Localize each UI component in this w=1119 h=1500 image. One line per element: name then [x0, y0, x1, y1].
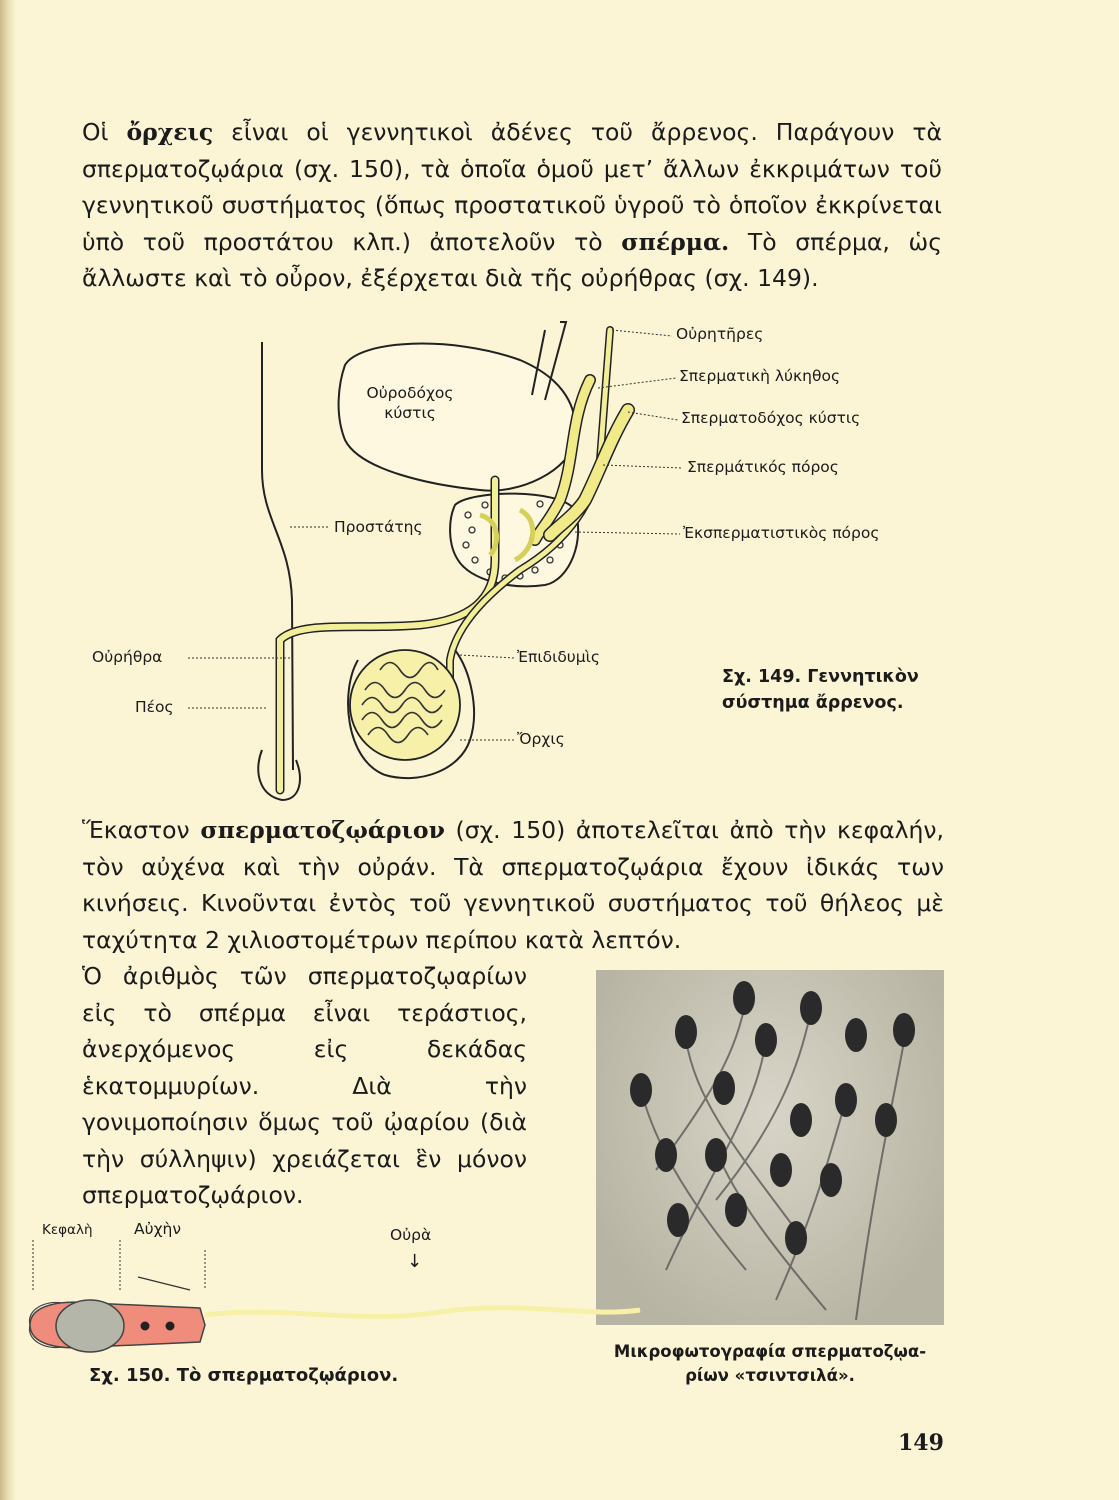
label-testis: Ὄρχις	[517, 730, 565, 748]
label-ureters: Οὐρητῆρες	[676, 325, 764, 343]
label-prostate: Προστάτης	[334, 518, 423, 536]
label-penis: Πέος	[135, 698, 174, 716]
figure150-caption: Σχ. 150. Τὸ σπερματοζῳάριον.	[89, 1365, 399, 1386]
micrograph-photo	[596, 970, 944, 1325]
page-number: 149	[898, 1430, 944, 1456]
figure149-caption: Σχ. 149. Γεννητικὸν σύστημα ἄρρενος.	[722, 667, 919, 713]
label-spermatic-cord: Σπερματικὴ λύκηθος	[679, 367, 841, 385]
label-vas-deferens: Σπερμάτικός πόρος	[687, 458, 839, 476]
label-bladder: Οὐροδόχος κύστις	[366, 384, 454, 422]
label-urethra: Οὐρήθρα	[92, 648, 163, 666]
label-tail: Οὐρὰ	[390, 1226, 432, 1244]
photo-caption: Μικροφωτογραφία σπερματοζῳα- ρίων «τσιντσιλά».	[613, 1342, 927, 1385]
paragraph-testes: Οἱ ὄρχεις εἶναι οἱ γεννητικοὶ ἀδένες τοῦ ἄρρενος. Παράγουν τὰ σπερματοζῳάρια (σχ. 150), τὰ ὁποῖα ὁμοῦ μετ’ ἄλλων ἐκκριμάτων τοῦ γεννητικοῦ συστήματος (ὅπως προστατικοῦ ὑγροῦ τὸ ὁποῖον ἐκκρίνεται ὑπὸ τοῦ προστάτου κλπ.) ἀποτελοῦν τὸ σπέρμα. Τὸ σπέρμα, ὡς ἄλλωστε καὶ τὸ οὖρον, ἐξέρχεται διὰ τῆς οὐρήθρας (σχ. 149).	[82, 118, 942, 292]
paragraph-count: Ὁ ἀριθμὸς τῶν σπερματοζῳαρίων εἰς τὸ σπέρμα εἶναι τεράστιος, ἀνερχόμενος εἰς δεκάδας ἑκατομμυρίων. Διὰ τὴν γονιμοποίησιν ὅμως τοῦ ᾠαρίου (διὰ τὴν σύλληψιν) χρειάζεται ἓν μόνον σπερματοζῳάριον.	[82, 962, 527, 1209]
label-head: Κεφαλὴ	[42, 1222, 93, 1238]
paragraph-spermatozoon: Ἕκαστον σπερματοζῳάριον (σχ. 150) ἀποτελεῖται ἀπὸ τὴν κεφαλήν, τὸν αὐχένα καὶ τὴν οὐράν. Τὰ σπερματοζῳάρια ἔχουν ἰδικάς των κινήσεις. Κινοῦνται ἐντὸς τοῦ γεννητικοῦ συστήματος τοῦ θήλεος μὲ ταχύτητα 2 χιλιοστομέτρων περίπου κατὰ λεπτόν.	[82, 816, 944, 954]
label-epididymis: Ἐπιδιδυμὶς	[517, 648, 600, 666]
label-neck: Αὐχὴν	[134, 1220, 182, 1238]
label-ejaculatory-duct: Ἐκσπερματιστικὸς πόρος	[683, 524, 880, 542]
tail-arrow-icon: ↓	[407, 1251, 423, 1272]
label-seminal-vesicle: Σπερματοδόχος κύστις	[681, 409, 861, 427]
